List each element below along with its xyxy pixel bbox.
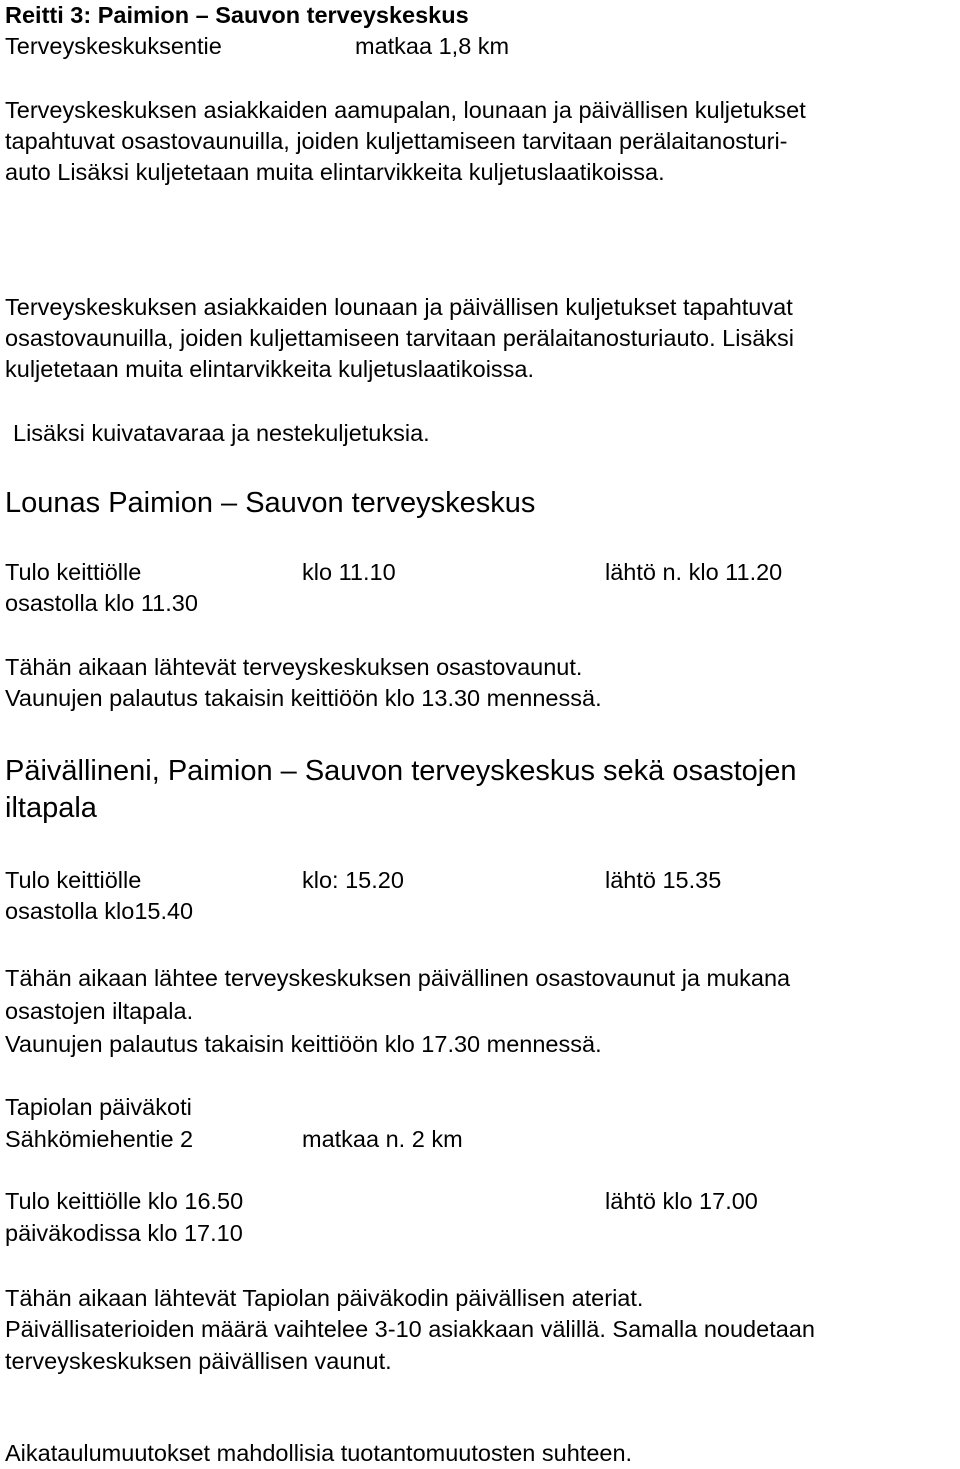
dinner-note-3: Vaunujen palautus takaisin keittiöön klo 17.30 mennessä.: [5, 1031, 602, 1057]
lunch-ward-time: osastolla klo 11.30: [5, 590, 198, 616]
dinner-arrival-time: klo: 15.20: [302, 867, 404, 893]
intro-line-1: Terveyskeskuksen asiakkaiden aamupalan, lounaan ja päivällisen kuljetukset: [5, 97, 806, 123]
lunch-note-2: Vaunujen palautus takaisin keittiöön klo 13.30 mennessä.: [5, 685, 602, 711]
dinner-ward-time: osastolla klo15.40: [5, 898, 194, 924]
intro2-line-1: Terveyskeskuksen asiakkaiden lounaan ja päivällisen kuljetukset tapahtuvat: [5, 294, 793, 320]
daycare-at-daycare-time: päiväkodissa klo 17.10: [5, 1220, 243, 1246]
route-title: Reitti 3: Paimion – Sauvon terveyskeskus: [5, 2, 469, 28]
daycare-departure: lähtö klo 17.00: [605, 1188, 758, 1214]
intro2-line-3: kuljetetaan muita elintarvikkeita kuljetuslaatikoissa.: [5, 356, 535, 382]
route-distance: matkaa 1,8 km: [355, 33, 510, 59]
dinner-note-1: Tähän aikaan lähtee terveyskeskuksen päivällinen osastovaunut ja mukana: [5, 965, 791, 991]
daycare-name: Tapiolan päiväkoti: [5, 1094, 192, 1120]
dinner-arrival-label: Tulo keittiölle: [5, 867, 142, 893]
intro2-extra: Lisäksi kuivatavaraa ja nestekuljetuksia.: [13, 420, 430, 446]
dinner-note-2: osastojen iltapala.: [5, 998, 194, 1024]
daycare-note-3: terveyskeskuksen päivällisen vaunut.: [5, 1348, 392, 1374]
intro-line-3: auto Lisäksi kuljetetaan muita elintarvikkeita kuljetuslaatikoissa.: [5, 159, 665, 185]
dinner-departure: lähtö 15.35: [605, 867, 722, 893]
lunch-note-1: Tähän aikaan lähtevät terveyskeskuksen osastovaunut.: [5, 654, 583, 680]
daycare-note-1: Tähän aikaan lähtevät Tapiolan päiväkodin päivällisen ateriat.: [5, 1285, 644, 1311]
dinner-heading-line-1: Päivällineni, Paimion – Sauvon terveyskeskus sekä osastojen: [5, 755, 797, 787]
lunch-arrival-label: Tulo keittiölle: [5, 559, 142, 585]
schedule-change-note: Aikataulumuutokset mahdollisia tuotantomuutosten suhteen.: [5, 1440, 633, 1466]
daycare-arrival: Tulo keittiölle klo 16.50: [5, 1188, 244, 1214]
lunch-departure: lähtö n. klo 11.20: [605, 559, 783, 585]
route-street: Terveyskeskuksentie: [5, 33, 222, 59]
intro2-line-2: osastovaunuilla, joiden kuljettamiseen tarvitaan perälaitanosturiauto. Lisäksi: [5, 325, 795, 351]
lunch-heading: Lounas Paimion – Sauvon terveyskeskus: [5, 487, 536, 519]
daycare-distance: matkaa n. 2 km: [302, 1126, 463, 1152]
daycare-note-2: Päivällisaterioiden määrä vaihtelee 3-10 asiakkaan välillä. Samalla noudetaan: [5, 1316, 815, 1342]
dinner-heading-line-2: iltapala: [5, 792, 97, 824]
lunch-arrival-time: klo 11.10: [302, 559, 396, 585]
daycare-street: Sähkömiehentie 2: [5, 1126, 194, 1152]
intro-line-2: tapahtuvat osastovaunuilla, joiden kuljettamiseen tarvitaan perälaitanosturi-: [5, 128, 788, 154]
